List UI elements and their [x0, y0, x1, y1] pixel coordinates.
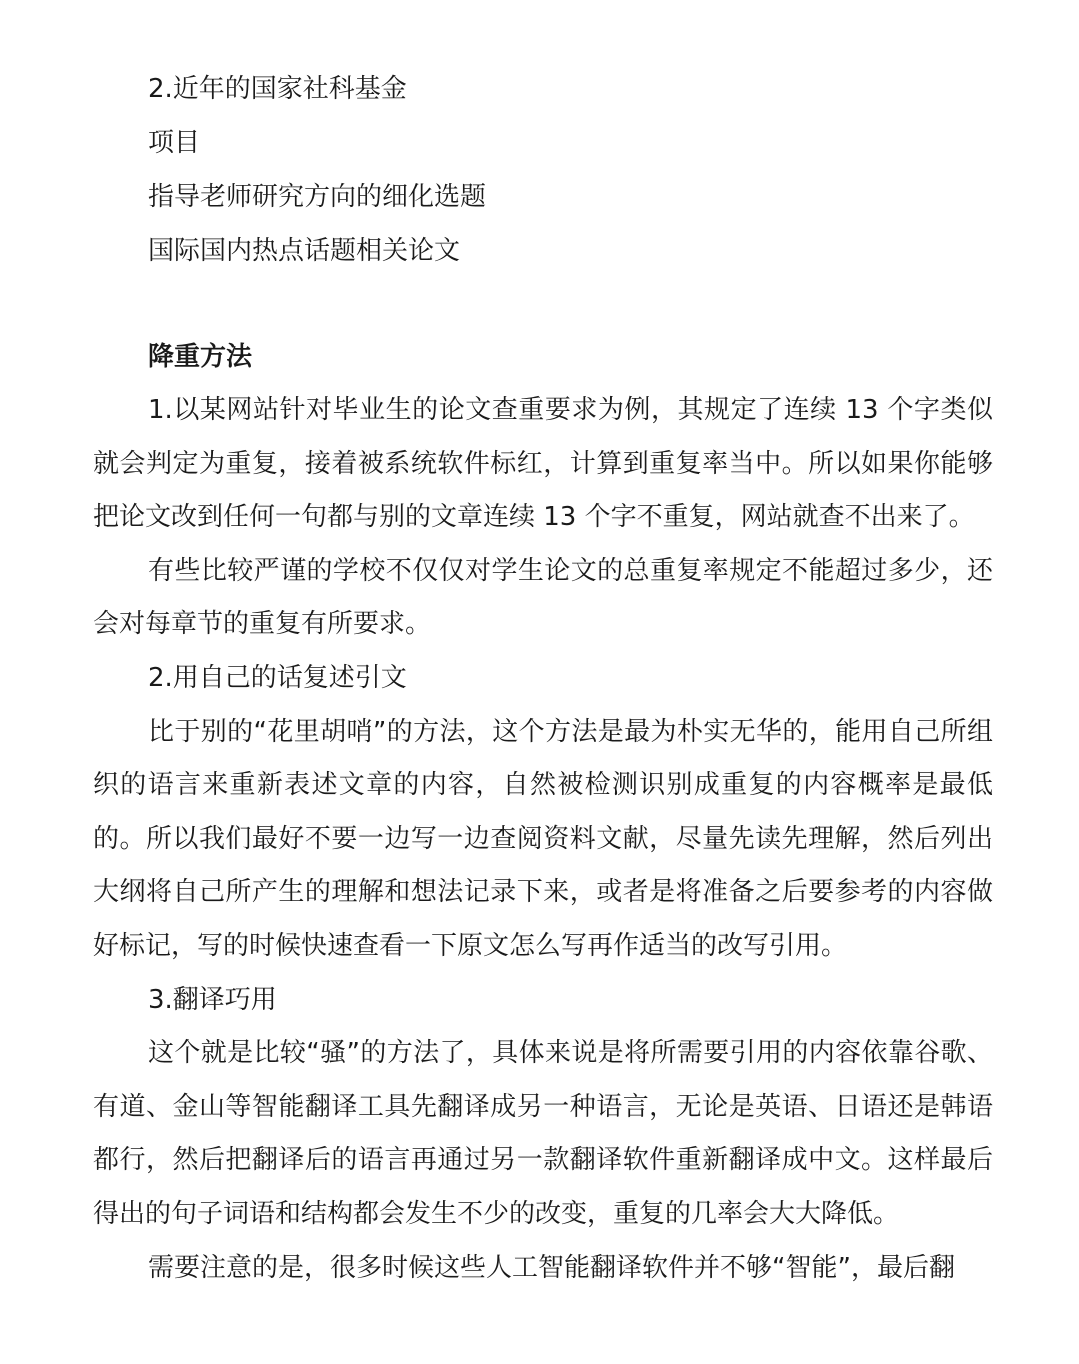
paragraph-method-2: 比于别的“花里胡哨”的方法，这个方法是最为朴实无华的，能用自己所组织的语言来重新表述文章的内容，自然被检测识别成重复的内容概率是最低的。所以我们最好不要一边写一边查阅资料文献，尽量先读先理解，然后列出大纲将自己所产生的理解和想法记录下来，或者是将准备之后要参考的内容做好标记，写的时候快速查看一下原文怎么写再作适当的改写引用。	[93, 716, 993, 961]
document-page	[93, 62, 993, 1295]
list-item-1: 2.近年的国家社科基金	[148, 74, 407, 104]
list-item-3: 指导老师研究方向的细化选题	[148, 182, 487, 212]
list-item-2: 项目	[148, 128, 201, 158]
paragraph-note: 需要注意的是，很多时候这些人工智能翻译软件并不够“智能”，最后翻	[148, 1252, 955, 1283]
paragraph-method-3: 这个就是比较“骚”的方法了，具体来说是将所需要引用的内容依靠谷歌、有道、金山等智能翻译工具先翻译成另一种语言，无论是英语、日语还是韩语都行，然后把翻译后的语言再通过另一款翻译软件重新翻译成中文。这样最后得出的句子词语和结构都会发生不少的改变，重复的几率会大大降低。	[93, 1038, 993, 1229]
paragraph-method-1: 1.以某网站针对毕业生的论文查重要求为例，其规定了连续 13 个字类似就会判定为重复，接着被系统软件标红，计算到重复率当中。所以如果你能够把论文改到任何一句都与别的文章连续 13 个字不重复，网站就查不出来了。	[93, 395, 993, 533]
subheading-method-2: 2.用自己的话复述引文	[148, 662, 407, 693]
subheading-method-3: 3.翻译巧用	[148, 984, 277, 1015]
list-item-4: 国际国内热点话题相关论文	[148, 236, 461, 266]
section-heading: 降重方法	[148, 342, 253, 372]
paragraph-strict-schools: 有些比较严谨的学校不仅仅对学生论文的总重复率规定不能超过多少，还会对每章节的重复有所要求。	[93, 555, 993, 640]
